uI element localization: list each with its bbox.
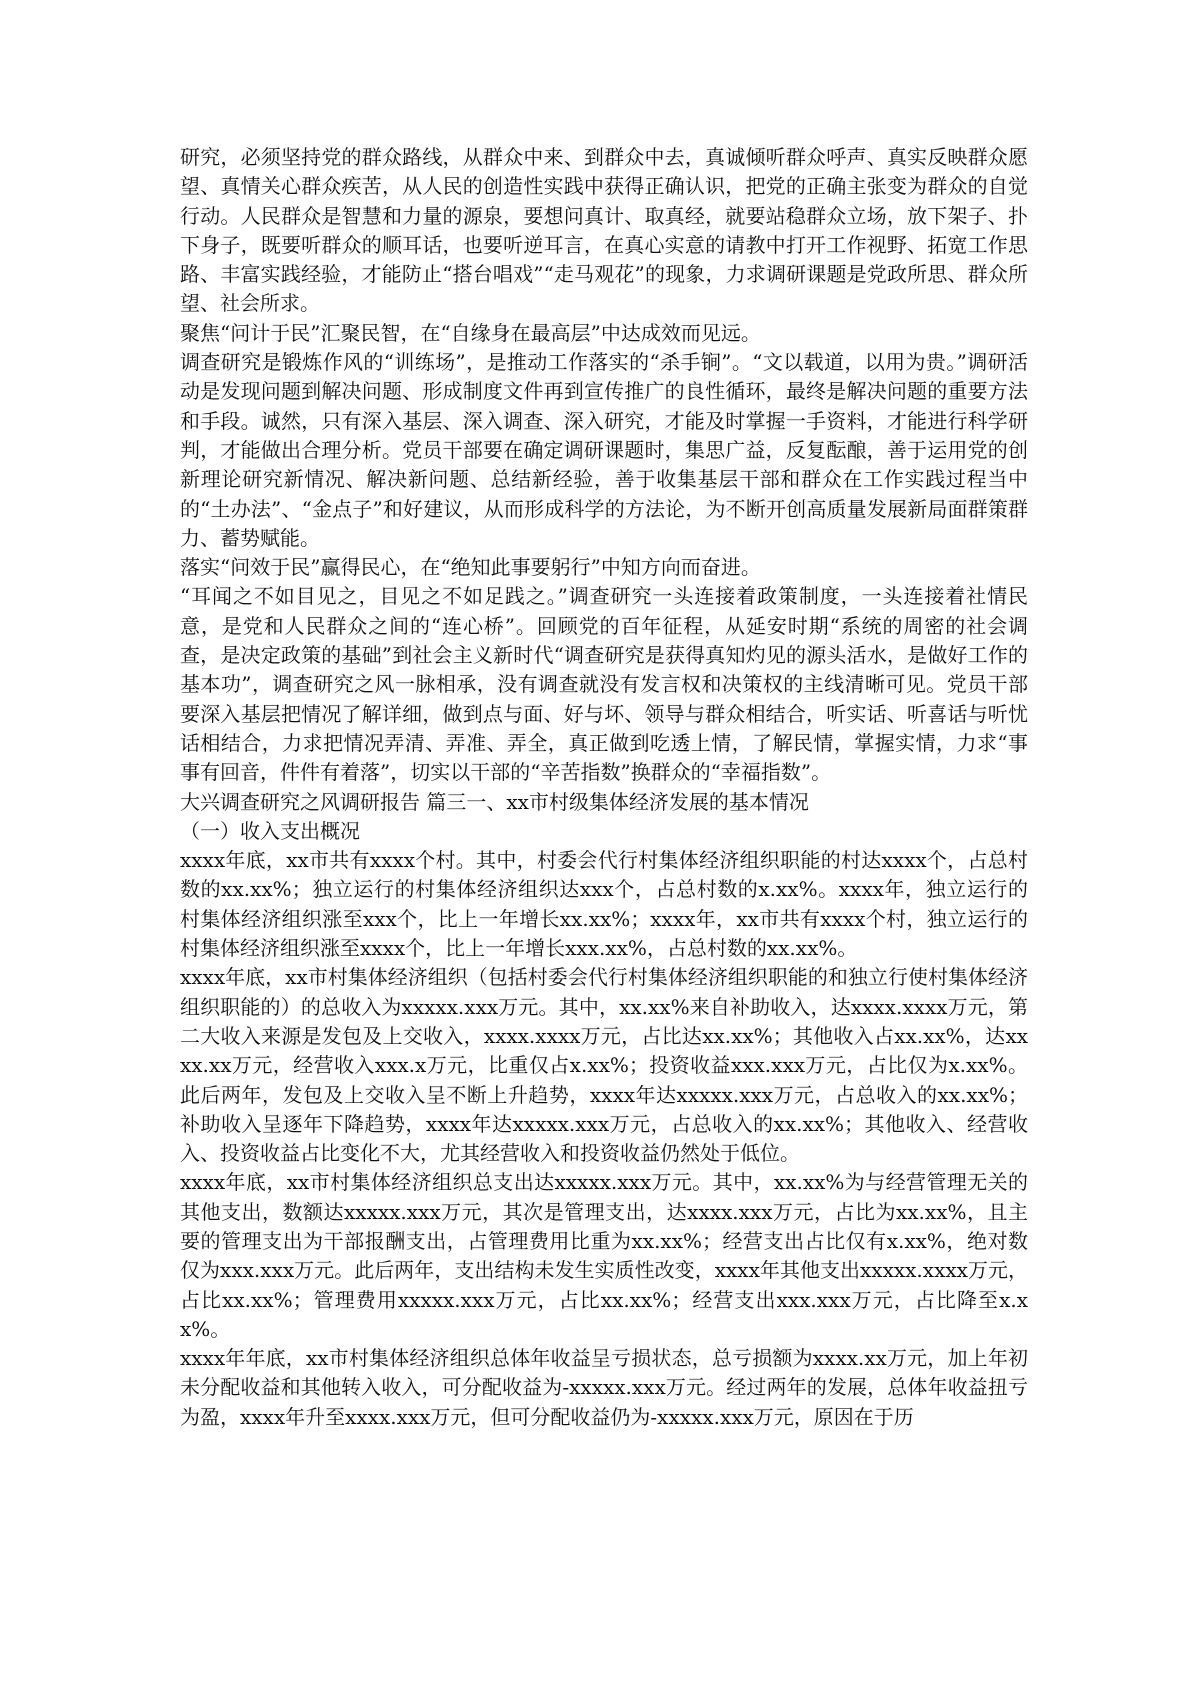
paragraph: xxxx年底，xx市共有xxxx个村。其中，村委会代行村集体经济组织职能的村达xxxx个，占总村数的xx.xx%；独立运行的村集体经济组织达xxx个，占总村数的x.xx%。xxxx年，独立运行的村集体经济组织涨至xxx个，比上一年增长xx.xx%；xxxx年，xx市共有xxxx个村，独立运行的村集体经济组织涨至xxxx个，比上一年增长xxx.xx%，占总村数的xx.xx%。: [180, 848, 1028, 961]
paragraph: “耳闻之不如目见之，目见之不如足践之。”调查研究一头连接着政策制度，一头连接着社情民意，是党和人民群众之间的“连心桥”。回顾党的百年征程，从延安时期“系统的周密的社会调查，是决定政策的基础”到社会主义新时代“调查研究是获得真知灼见的源头活水，是做好工作的基本功”，调查研究之风一脉相承，没有调查就没有发言权和决策权的主线清晰可见。党员干部要深入基层把情况了解详细，做到点与面、好与坏、领导与群众相结合，听实话、听喜话与听忧话相结合，力求把情况弄清、弄准、弄全，真正做到吃透上情，了解民情，掌握实情，力求“事事有回音，件件有着落”，切实以干部的“辛苦指数”换群众的“幸福指数”。: [180, 584, 1028, 785]
paragraph: 研究，必须坚持党的群众路线，从群众中来、到群众中去，真诚倾听群众呼声、真实反映群众愿望、真情关心群众疾苦，从人民的创造性实践中获得正确认识，把党的正确主张变为群众的自觉行动。人民群众是智慧和力量的源泉，要想问真计、取真经，就要站稳群众立场，放下架子、扑下身子，既要听群众的顺耳话，也要听逆耳言，在真心实意的请教中打开工作视野、拓宽工作思路、丰富实践经验，才能防止“搭台唱戏”“走马观花”的现象，力求调研课题是党政所思、群众所望、社会所求。: [180, 145, 1028, 316]
paragraph: xxxx年底，xx市村集体经济组织（包括村委会代行村集体经济组织职能的和独立行使村集体经济组织职能的）的总收入为xxxxx.xxx万元。其中，xx.xx%来自补助收入，达xxxx.xxxx万元，第二大收入来源是发包及上交收入，xxxx.xxxx万元，占比达xx.xx%；其他收入占xx.xx%，达xxxx.xx万元，经营收入xxx.x万元，比重仅占x.xx%；投资收益xxx.xxx万元，占比仅为x.xx%。此后两年，发包及上交收入呈不断上升趋势，xxxx年达xxxxx.xxx万元，占总收入的xx.xx%；补助收入呈逐年下降趋势，xxxx年达xxxxx.xxx万元，占总收入的xx.xx%；其他收入、经营收入、投资收益占比变化不大，尤其经营收入和投资收益仍然处于低位。: [180, 965, 1028, 1166]
section-heading: 落实“问效于民”赢得民心，在“绝知此事要躬行”中知方向而奋进。: [180, 555, 761, 580]
subsection-heading: （一）收入支出概况: [180, 818, 360, 843]
paragraph: xxxx年年底，xx市村集体经济组织总体年收益呈亏损状态，总亏损额为xxxx.xx万元，加上年初未分配收益和其他转入收入，可分配收益为-xxxxx.xxx万元。经过两年的发展，总体年收益扭亏为盈，xxxx年升至xxxx.xxx万元，但可分配收益仍为-xxxxx.xxx万元，原因在于历: [180, 1346, 1028, 1429]
section-heading: 聚焦“问计于民”汇聚民智，在“自缘身在最高层”中达成效而见远。: [180, 320, 761, 345]
document-body: [180, 143, 1028, 1432]
paragraph: xxxx年底，xx市村集体经济组织总支出达xxxxx.xxx万元。其中，xx.xx%为与经营管理无关的其他支出，数额达xxxxx.xxx万元，其次是管理支出，达xxxx.xxx万元，占比为xx.xx%，且主要的管理支出为干部报酬支出，占管理费用比重为xx.xx%；经营支出占比仅有x.xx%，绝对数仅为xxx.xxx万元。此后两年，支出结构未发生实质性改变，xxxx年其他支出xxxxx.xxxx万元，占比xx.xx%；管理费用xxxxx.xxx万元，占比xx.xx%；经营支出xxx.xxx万元，占比降至x.xx%。: [180, 1170, 1028, 1341]
report-title: 大兴调查研究之风调研报告 篇三一、xx市村级集体经济发展的基本情况: [180, 789, 809, 814]
paragraph: 调查研究是锻炼作风的“训练场”，是推动工作落实的“杀手锏”。“文以载道，以用为贵。”调研活动是发现问题到解决问题、形成制度文件再到宣传推广的良性循环，最终是解决问题的重要方法和手段。诚然，只有深入基层、深入调查、深入研究，才能及时掌握一手资料，才能进行科学研判，才能做出合理分析。党员干部要在确定调研课题时，集思广益，反复酝酿，善于运用党的创新理论研究新情况、解决新问题、总结新经验，善于收集基层干部和群众在工作实践过程当中的“土办法”、“金点子”和好建议，从而形成科学的方法论，为不断开创高质量发展新局面群策群力、蓄势赋能。: [180, 350, 1028, 550]
